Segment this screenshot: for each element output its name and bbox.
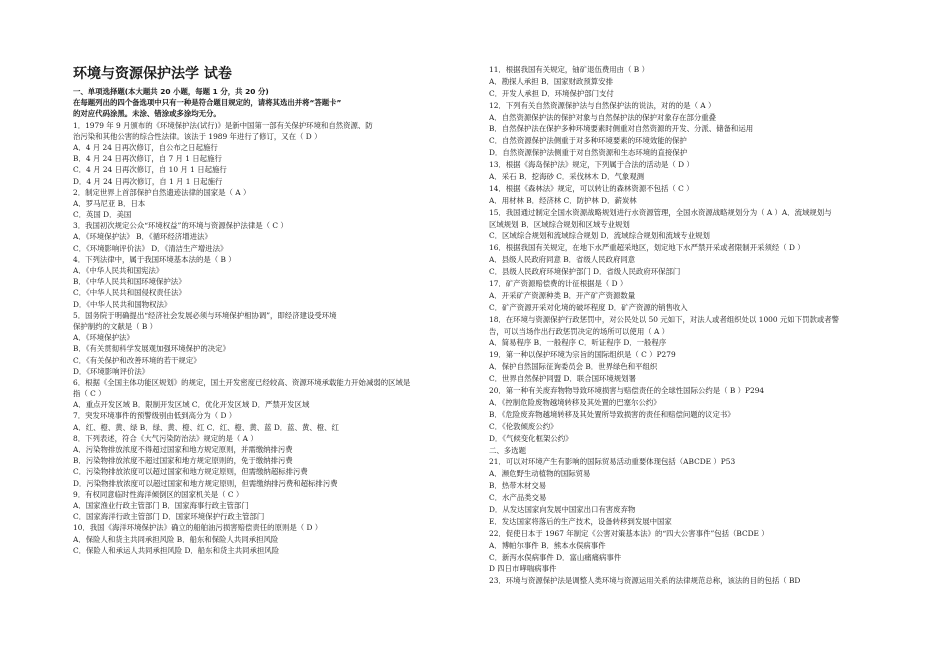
question-line: 4．下列法律中，属于我国环境基本法的是（ B ） (73, 254, 236, 264)
question-line: A．《环境保护法》 B．《循环经济增进法》 (73, 232, 212, 242)
question-line: D．污染物排放浓度可以超过国家和地方规定原则，但需缴纳排污费和超标排污费 (73, 478, 338, 488)
question-line: C．矿产资源开采对化境的破坏程度 D．矿产资源的销售收入 (489, 302, 688, 312)
question-line: 19．第一种以保护环境为宗旨的国际组织是（ C ）P279 (489, 350, 676, 360)
question-line: 5．国务院于明确提出“经济社会发展必须与环境保护相协调”，即经济建设受环境 (73, 310, 337, 320)
question-line: 10．我国《海洋环境保护法》确立的船舶油污损害赔偿责任的原则是（ D ） (73, 523, 323, 533)
question-line: C．水产品类交易 (489, 493, 547, 503)
question-line: 8．下列表述，符合《大气污染防治法》规定的是（ A ） (73, 433, 258, 443)
question-line: 指（ C ） (73, 389, 106, 399)
question-line: E．发达国家将落后的生产技术，设备转移到发展中国家 (489, 516, 672, 526)
question-line: A．4 月 24 日再次修订，自公布之日起施行 (73, 142, 218, 152)
question-line: 14．根据《森林法》规定，可以转让的森林资源不包括（ C ） (489, 183, 694, 193)
question-line: A．自然资源保护法的保护对象与自然保护法的保护对象存在部分重叠 (489, 112, 717, 122)
question-line: 6．根据《全国主体功能区规划》的规定，国土开发密度已经较高、资源环境承载能力开始减弱的区域是 (73, 377, 411, 387)
question-line: 9．有权同意临时性海洋倾倒区的国家机关是（ C ） (73, 489, 244, 499)
question-line: B．热带木材交易 (489, 481, 547, 491)
question-line: C．《伦敦倾废公约》 (489, 421, 558, 431)
question-line: A．红、橙、黄、绿 B．绿、黄、橙、红 C．红、橙、黄、蓝 D．蓝、黄、橙、红 (73, 422, 339, 432)
question-line: 2．制定世界上首部保护自然遗迹法律的国家是（ A ） (73, 187, 251, 197)
question-line: A．开采矿产资源种类 B．开产矿产资源数量 (489, 290, 636, 300)
question-line: C．自然资源保护法侧重于对多种环境要素的环境效能的保护 (489, 136, 687, 146)
question-line: 15．我国通过制定全国水资源战略规划进行水资源管理，全国水资源战略规划分为（ A ）A．流域规划与 (489, 207, 832, 217)
question-line: 3．我国初次规定公众“环境权益”的环境与资源保护法律是（ C ） (73, 221, 288, 231)
question-line: 16．根据我国有关规定，在地下水严重超采地区，划定地下水严禁开采或者限制开采须经（ D ） (489, 243, 805, 253)
question-line: A．罗马尼亚 B．日本 (73, 198, 146, 208)
question-line: C．《有关保护和改善环境的若干规定》 (73, 355, 201, 365)
question-line: 二、多选题 (489, 445, 526, 455)
question-line: A．重点开发区域 B．限制开发区域 C．优化开发区域 D．严禁开发区域 (73, 400, 310, 410)
question-line: 21．可以对环境产生有影响的国际贸易活动重要体现包括（ABCDE ）P53 (489, 457, 736, 467)
instruction-line: 在每题列出的四个备选项中只有一种是符合题目规定的，请将其选出并将“答题卡” (73, 98, 342, 108)
question-line: 17．矿产资源赔偿费的计征根据是（ D ） (489, 279, 628, 289)
question-line: 11．根据我国有关规定，铀矿退伍费用由（ B ） (489, 65, 649, 74)
question-line: B．《中华人民共和国环境保护法》 (73, 277, 186, 287)
question-line: D．《环境影响评价法》 (73, 366, 150, 376)
question-line: 告，可以当场作出行政惩罚决定的场所可以使用（ A ） (489, 326, 670, 336)
question-line: C．污染物排放浓度可以超过国家和地方规定原则，但需缴纳超标排污费 (73, 467, 308, 477)
question-line: C．《环境影响评价法》 D．《清洁生产增进法》 (73, 243, 228, 253)
question-line: A．勘探人承担 B．国家财政预算安排 (489, 76, 613, 86)
question-line: D 四日市哮喘病事件 (489, 564, 557, 574)
question-line: B．自然保护法在保护多种环境要素时侧重对自然资源的开发、分派、储备和运用 (489, 124, 754, 134)
question-line: 18．在环境与资源保护行政惩罚中，对公民处以 50 元如下，对法人或者组织处以 1000 元如下罚款或者警 (489, 314, 840, 324)
question-line: D．从发达国家向发展中国家出口有害废弃物 (489, 504, 636, 514)
question-line: D．《中华人民共和国物权法》 (73, 299, 172, 309)
question-line: 12．下列有关自然资源保护法与自然保护法的说法，对的的是（ A ） (489, 100, 716, 110)
question-line: C．《中华人民共和国侵权责任法》 (73, 288, 186, 298)
question-line: 治污染和其他公害的综合性法律。该法于 1989 年进行了修订，又在（ D ） (73, 131, 322, 141)
question-line: D．《气候变化框架公约》 (489, 433, 573, 443)
question-line: C．4 月 24 日再次修订，自 10 月 1 日起施行 (73, 165, 227, 175)
question-line: C．新泻水俣病事件 D．富山痛痛病事件 (489, 552, 622, 562)
question-line: 区域规划 B．区域综合规划和区域专业规划 (489, 219, 630, 229)
question-line: A．污染物排放浓度不得超过国家和地方规定原则，并需缴纳排污费 (73, 445, 293, 454)
question-line: C．世界自然保护同盟 D．联合国环境规划署 (489, 374, 636, 384)
question-line: A．濒危野生动植物的国际贸易 (489, 469, 591, 479)
question-line: C．县级人民政府环境保护部门 D．省级人民政府环保部门 (489, 267, 681, 277)
question-line: A．简易程序 B．一般程序 C．听证程序 D．一般程序 (489, 338, 667, 348)
question-line: A．博帕尔事件 B．熊本水俣病事件 (489, 540, 606, 550)
question-line: 22．促使日本于 1967 年制定《公害对策基本法》的“四大公害事件”包括（BCDE ） (489, 528, 769, 538)
question-line: B．《危险废弃物越境转移及其处置所导致损害的责任和赔偿问题的议定书》 (489, 409, 735, 419)
exam-title: 环境与资源保护法学 试卷 (73, 66, 232, 82)
question-line: A．县级人民政府同意 B．省级人民政府同意 (489, 255, 636, 265)
right-column (489, 64, 869, 587)
question-line: C．区域综合规划和流域综合规划 D．流域综合规划和流域专业规划 (489, 231, 710, 241)
question-line: 20．第一种有关废弃物物导致环境损害与赔偿责任的全球性国际公约是（ B ）P294 (489, 386, 765, 396)
question-line: C．保险人和承运人共同承担风险 D．船东和货主共同承担风险 (73, 545, 280, 555)
question-line: C．国家海洋行政主管部门 D．国家环境保护行政主管部门 (73, 512, 265, 522)
question-line: 保护制约的文献是（ B ） (73, 321, 158, 331)
question-line: A．国家渔业行政主管部门 B．国家海事行政主管部门 (73, 500, 249, 510)
question-line: D．自然资源保护法侧重于对自然资源和生态环境的直接保护 (489, 148, 688, 158)
left-column (73, 64, 445, 556)
question-line: 13．根据《海岛保护法》规定，下列属于合法的活动是（ D ） (489, 160, 694, 170)
question-line: A．《环境保护法》 (73, 333, 134, 343)
question-line: A．保险人和货主共同承担风险 B．船东和保险人共同承担风险 (73, 534, 279, 544)
question-line: A．保护自然国际征询委员会 B．世界绿色和平组织 (489, 362, 658, 372)
question-line: A．采石 B．挖海砂 C．采伐林木 D．气象观测 (489, 172, 645, 182)
question-line: D．4 月 24 日再次修订，自 1 月 1 日起施行 (73, 176, 223, 186)
question-line: 7．突发环境事件的预警级别由低到高分为（ D ） (73, 411, 237, 421)
question-line: 1．1979 年 9 月颁布的《环境保护法(试行)》是新中国第一部有关保护环境和自然资源、防 (73, 120, 373, 130)
instruction-line: 的对应代码涂黑。未涂、错涂或多涂均无分。 (73, 109, 221, 119)
question-line: A．《控制危险废物越境转移及其处置的巴塞尔公约》 (489, 397, 661, 407)
question-line: A．《中华人民共和国宪法》 (73, 266, 164, 275)
instruction-line: 一、单项选择题(本大题共 20 小题，每题 1 分，共 20 分) (73, 87, 269, 96)
question-line: B．污染物排放浓度不超过国家和地方规定原则的，免于缴纳排污费 (73, 456, 293, 466)
question-line: 23．环境与资源保护法是调整人类环境与资源运用关系的法律规范总称，该法的目的包括（ BD (489, 576, 801, 586)
question-line: C．英国 D．美国 (73, 210, 132, 220)
question-line: B．《有关贯彻科学发展观加强环境保护的决定》 (73, 344, 230, 354)
question-line: B．4 月 24 日再次修订，自 7 月 1 日起施行 (73, 154, 222, 164)
question-line: C．开发人承担 D．环境保护部门支付 (489, 88, 614, 98)
question-line: A．用材林 B．经济林 C．防护林 D．薪炭林 (489, 195, 637, 205)
